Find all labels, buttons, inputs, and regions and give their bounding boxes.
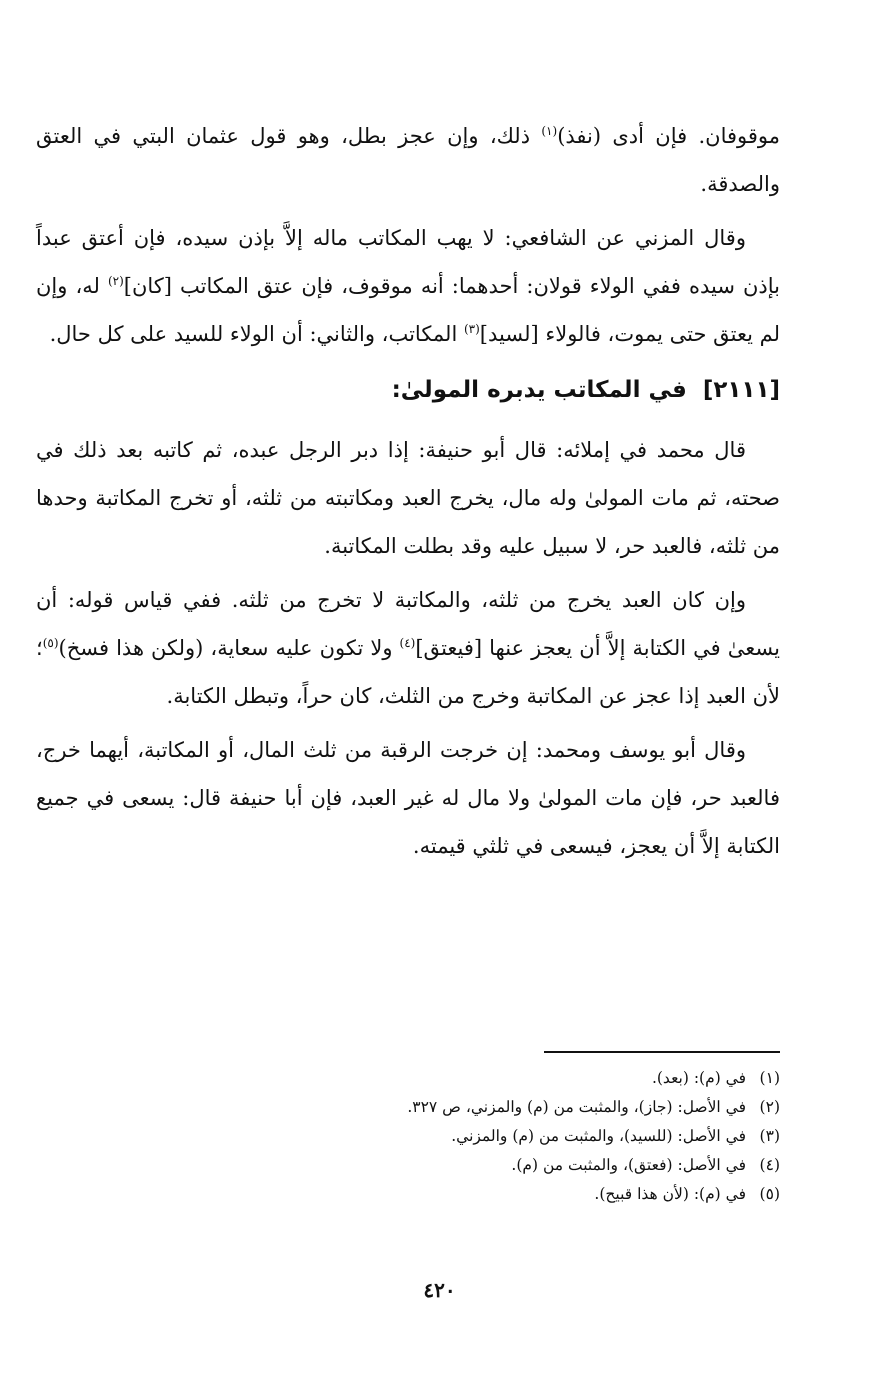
- footnote-divider: [544, 1051, 780, 1053]
- paragraph-text: المكاتب، والثاني: أن الولاء للسيد على كل حال.: [49, 322, 464, 346]
- footnote-ref-1: (١): [541, 124, 558, 138]
- footnote-text: في الأصل: (للسيد)، والمثبت من (م) والمزني.: [451, 1127, 746, 1145]
- footnotes: [36, 1064, 780, 1209]
- section-number: [٢١١١]: [702, 377, 780, 403]
- paragraph-2: [36, 214, 780, 358]
- footnote-2: [36, 1093, 780, 1122]
- main-text: [36, 112, 780, 876]
- paragraph-3: قال محمد في إملائه: قال أبو حنيفة: إذا دبر الرجل عبده، ثم كاتبه بعد ذلك في صحته، ثم مات المولىٰ وله مال، يخرج العبد ومكاتبته من ثلثه، أو تخرج المكاتبة وحدها من ثلثه، فالعبد حر، لا سبيل عليه وقد بطلت المكاتبة.: [36, 438, 780, 558]
- footnote-3: [36, 1122, 780, 1151]
- section-title: في المكاتب يدبره المولىٰ:: [391, 377, 687, 403]
- footnote-text: في (م): (بعد).: [651, 1069, 746, 1087]
- footnote-text: في الأصل: (فعتق)، والمثبت من (م).: [511, 1156, 746, 1174]
- footnote-text: في (م): (لأن هذا قبيح).: [594, 1185, 746, 1203]
- footnote-number: (٤): [759, 1156, 780, 1174]
- footnote-1: [36, 1064, 780, 1093]
- footnote-5: [36, 1180, 780, 1209]
- paragraph-text: ذلك، وإن عجز بطل، وهو قول عثمان البتي في العتق والصدقة.: [36, 124, 780, 196]
- paragraph-text: وإن كان العبد يخرج من ثلثه، والمكاتبة لا تخرج من ثلثه. ففي قياس قوله: أن يسعىٰ في الكتابة إلاَّ أن يعجز عنها [فيعتق]: [36, 588, 780, 660]
- page-number: ٤٢٠: [423, 1278, 456, 1302]
- paragraph-4: [36, 576, 780, 720]
- paragraph-text: موقوفان. فإن أدى (نفذ): [557, 124, 780, 148]
- footnote-number: (٣): [759, 1127, 780, 1145]
- footnote-number: (٥): [759, 1185, 780, 1203]
- paragraph-text: وقال المزني عن الشافعي: لا يهب المكاتب ماله إلاَّ بإذن سيده، فإن أعتق عبداً بإذن سيده ففي الولاء قولان: أحدهما: أنه موقوف، فإن عتق المكاتب [كان]: [36, 226, 780, 298]
- footnote-ref-2: (٢): [107, 274, 124, 288]
- footnote-number: (٢): [759, 1098, 780, 1116]
- footnote-ref-5: (٥): [42, 636, 59, 650]
- paragraph-text: ولا تكون عليه سعاية، (ولكن هذا فسخ): [58, 636, 400, 660]
- footnote-number: (١): [759, 1069, 780, 1087]
- paragraph-text: له، وإن لم يعتق حتى يموت، فالولاء [لسيد]: [36, 274, 780, 346]
- paragraph-1: [36, 112, 780, 208]
- footnote-ref-4: (٤): [399, 636, 416, 650]
- footnote-text: في الأصل: (جاز)، والمثبت من (م) والمزني، ص ٣٢٧.: [407, 1098, 746, 1116]
- footnote-ref-3: (٣): [463, 322, 480, 336]
- section-heading: [36, 364, 780, 416]
- footnote-4: [36, 1151, 780, 1180]
- paragraph-5: وقال أبو يوسف ومحمد: إن خرجت الرقبة من ثلث المال، أو المكاتبة، أيهما خرج، فالعبد حر، فإن مات المولىٰ ولا مال له غير العبد، فإن أبا حنيفة قال: يسعى في جميع الكتابة إلاَّ أن يعجز، فيسعى في ثلثي قيمته.: [36, 738, 780, 858]
- paragraph-text: ؛ لأن العبد إذا عجز عن المكاتبة وخرج من الثلث، كان حراً، وتبطل الكتابة.: [36, 636, 780, 708]
